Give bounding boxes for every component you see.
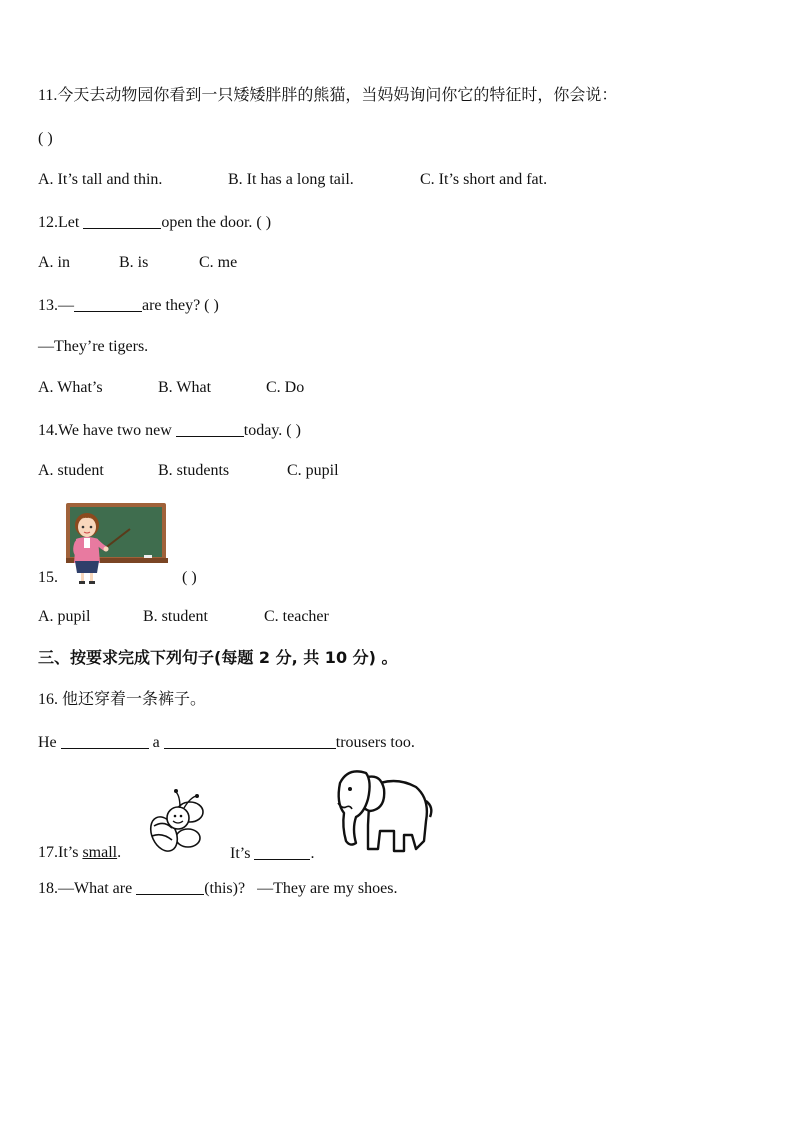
q14-text-before: We have two new bbox=[58, 422, 176, 439]
q14-text-after: today. ( ) bbox=[243, 422, 301, 439]
q16-prompt bbox=[38, 690, 206, 710]
q15-number: 15. bbox=[38, 569, 58, 586]
q17-part1: It’s bbox=[58, 844, 83, 861]
q14-option-a[interactable]: A. student bbox=[38, 462, 104, 479]
bee-wing-bottom bbox=[176, 829, 200, 847]
q16-word-trousers: trousers too. bbox=[335, 734, 415, 751]
q11-answer-paren: ( ) bbox=[38, 130, 53, 147]
q17-part1-end: . bbox=[117, 844, 122, 861]
q17-part2-end: . bbox=[310, 845, 315, 862]
q11-option-c[interactable]: C. It’s short and fat. bbox=[420, 171, 548, 188]
q13-option-c[interactable]: C. Do bbox=[266, 379, 305, 396]
q16-word-he: He bbox=[38, 734, 61, 751]
section-3-heading: 三、按要求完成下列句子(每题 2 分, 共 10 分) 。 bbox=[38, 648, 398, 667]
q13-text-after: are they? ( ) bbox=[142, 297, 219, 314]
q18-text-before: —What are bbox=[58, 880, 137, 897]
q11-number: 11. bbox=[38, 87, 58, 104]
q17-word-small: small bbox=[82, 844, 118, 861]
q15-option-a[interactable]: A. pupil bbox=[38, 608, 91, 625]
q12-number: 12. bbox=[38, 214, 58, 231]
teacher-picture bbox=[66, 503, 168, 585]
q17-blank[interactable] bbox=[254, 843, 310, 860]
q18-answer: —They are my shoes. bbox=[257, 880, 398, 897]
q17-part2: It’s bbox=[230, 845, 255, 862]
q12-blank[interactable] bbox=[83, 212, 161, 229]
elephant-picture bbox=[332, 765, 434, 859]
q18-number: 18. bbox=[38, 880, 58, 897]
q13-blank[interactable] bbox=[74, 295, 142, 312]
q15-answer-paren: ( ) bbox=[182, 569, 197, 586]
q16-blank-2[interactable] bbox=[164, 732, 336, 749]
bee-head bbox=[167, 807, 189, 829]
q13-dash: — bbox=[58, 297, 74, 314]
q17-number: 17. bbox=[38, 844, 58, 861]
q17-sentence-2 bbox=[230, 843, 314, 864]
q14-stem bbox=[38, 420, 301, 441]
q18-hint: (this)? bbox=[204, 880, 246, 897]
q14-blank[interactable] bbox=[176, 420, 244, 437]
q12-stem bbox=[38, 212, 271, 233]
q16-number: 16. bbox=[38, 691, 58, 708]
q12-text-after: open the door. ( ) bbox=[161, 214, 272, 231]
bee-picture bbox=[146, 786, 208, 858]
q16-sentence bbox=[38, 732, 415, 753]
q12-option-a[interactable]: A. in bbox=[38, 254, 70, 271]
q13-option-a[interactable]: A. What’s bbox=[38, 379, 103, 396]
q18-blank[interactable] bbox=[136, 878, 204, 895]
q12-option-c[interactable]: C. me bbox=[199, 254, 238, 271]
q13-option-b[interactable]: B. What bbox=[158, 379, 212, 396]
q13-answer-line: —They’re tigers. bbox=[38, 338, 149, 355]
q16-word-a: a bbox=[152, 734, 164, 751]
q14-option-b[interactable]: B. students bbox=[158, 462, 230, 479]
q15-option-c[interactable]: C. teacher bbox=[264, 608, 329, 625]
q16-chinese: 他还穿着一条裤子。 bbox=[58, 691, 207, 708]
q11-option-a[interactable]: A. It’s tall and thin. bbox=[38, 171, 163, 188]
q13-stem bbox=[38, 295, 219, 316]
q11-text: 今天去动物园你看到一只矮矮胖胖的熊猫，当妈妈询问你它的特征时，你会说： bbox=[57, 87, 618, 104]
q16-blank-1[interactable] bbox=[61, 732, 149, 749]
q12-option-b[interactable]: B. is bbox=[119, 254, 149, 271]
q13-number: 13. bbox=[38, 297, 58, 314]
q11-option-b[interactable]: B. It has a long tail. bbox=[228, 171, 354, 188]
q17-sentence-1 bbox=[38, 843, 121, 863]
q18-sentence bbox=[38, 878, 397, 899]
q14-option-c[interactable]: C. pupil bbox=[287, 462, 339, 479]
q11-stem bbox=[38, 86, 617, 106]
q12-text-before: Let bbox=[58, 214, 84, 231]
q15-option-b[interactable]: B. student bbox=[143, 608, 208, 625]
q14-number: 14. bbox=[38, 422, 58, 439]
